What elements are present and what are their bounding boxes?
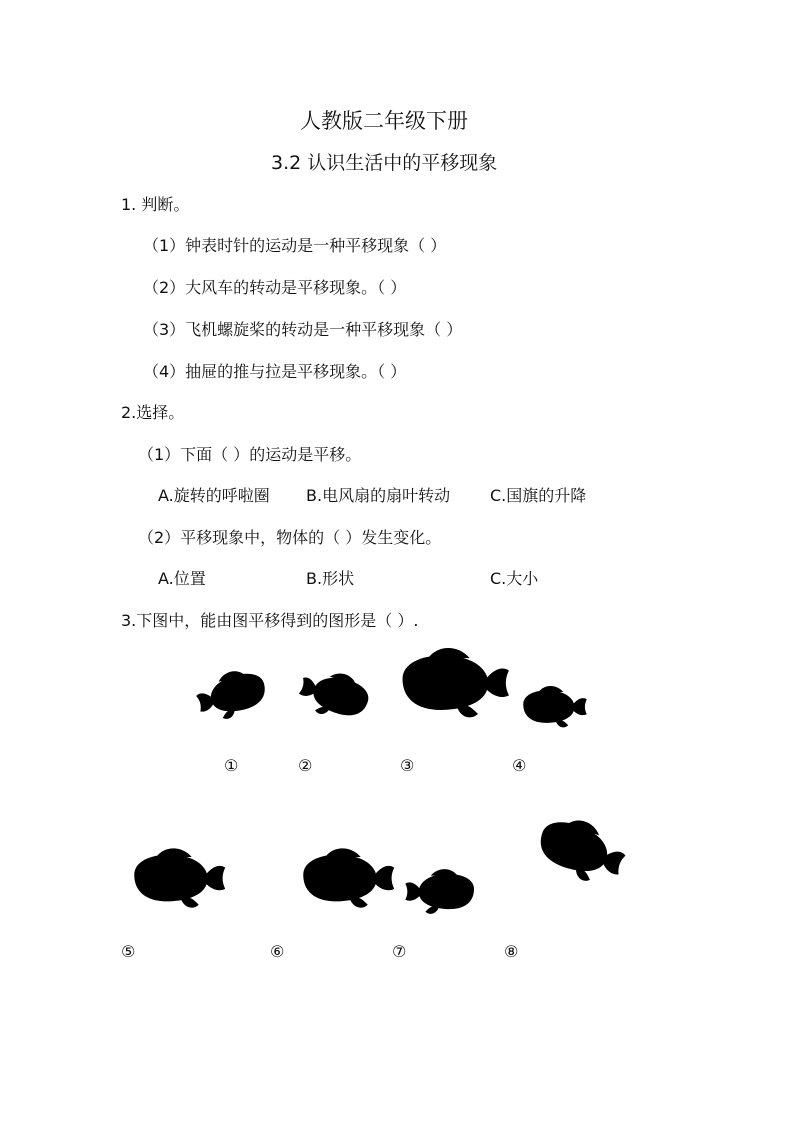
figure-label-1: ①: [224, 756, 239, 775]
figure-label-7: ⑦: [392, 942, 407, 961]
question-3-stem: 3.下图中，能由图平移得到的图形是（ ）.: [121, 611, 419, 630]
fish-figure-1: [196, 660, 276, 730]
figure-label-4: ④: [512, 756, 527, 775]
fish-figure-7: [404, 868, 484, 918]
fish-figure-8: [526, 808, 626, 892]
page-subtitle: 3.2 认识生活中的平移现象: [271, 152, 498, 174]
question-2-sub-2-option-a: A.位置: [158, 569, 206, 588]
question-2-sub-1-option-b: B.电风扇的扇叶转动: [306, 486, 451, 505]
question-1-item-2: （2）大风车的转动是平移现象。（ ）: [143, 278, 407, 297]
figure-label-8: ⑧: [504, 942, 519, 961]
page-title: 人教版二年级下册: [300, 109, 468, 133]
question-1-item-4: （4）抽屉的推与拉是平移现象。（ ）: [143, 362, 407, 381]
question-2-sub-2-option-c: C.大小: [490, 569, 539, 588]
question-2-sub-2-option-b: B.形状: [306, 569, 355, 588]
fish-figure-6: [290, 846, 396, 914]
fish-figure-3: [387, 645, 511, 725]
figure-label-3: ③: [400, 756, 415, 775]
question-2-sub-2: （2）平移现象中，物体的（ ）发生变化。: [138, 528, 442, 547]
question-2-sub-1-option-a: A.旋转的呼啦圈: [158, 486, 270, 505]
question-2-sub-1: （1）下面（ ）的运动是平移。: [138, 445, 362, 464]
fish-figure-2: [298, 662, 378, 732]
question-2-sub-1-option-c: C.国旗的升降: [490, 486, 587, 505]
question-1-stem: 1. 判断。: [121, 195, 190, 214]
fish-figure-4: [514, 683, 588, 733]
fish-figure-5: [121, 846, 227, 914]
question-2-stem: 2.选择。: [121, 403, 185, 422]
question-1-item-3: （3）飞机螺旋桨的转动是一种平移现象（ ）: [143, 320, 463, 339]
figure-label-5: ⑤: [121, 942, 136, 961]
figure-label-2: ②: [298, 756, 313, 775]
figure-label-6: ⑥: [270, 942, 285, 961]
question-1-item-1: （1）钟表时针的运动是一种平移现象（ ）: [143, 236, 447, 255]
